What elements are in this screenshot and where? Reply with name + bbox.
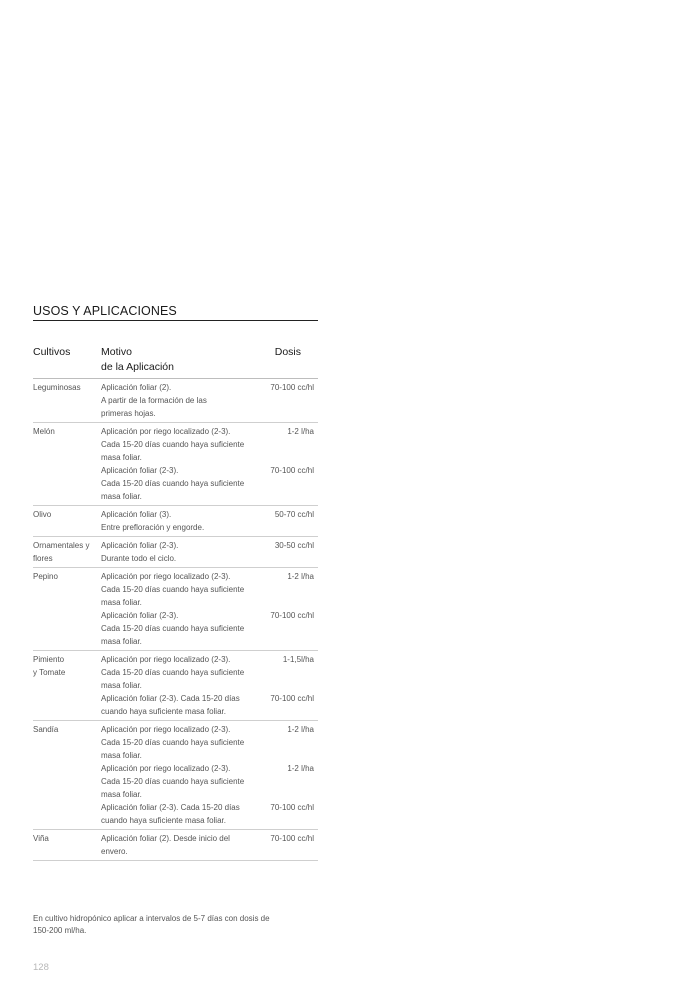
dose-value: 70-100 cc/hl [270,834,314,843]
motivo-line: masa foliar. [101,790,142,799]
motivo-line: masa foliar. [101,453,142,462]
crop-name: Viña [33,834,49,843]
dose-value: 50-70 cc/hl [274,510,314,519]
motivo-line: Aplicación foliar (3). [101,510,172,519]
motivo-entry [101,425,251,464]
motivo-line: Aplicación por riego localizado (2-3). [101,764,231,773]
motivo-entry [101,539,251,565]
table-body [33,379,318,861]
motivo-line: Cada 15-20 días cuando haya suficiente [101,440,245,449]
motivo-line: Cada 15-20 días cuando haya suficiente [101,585,245,594]
motivo-line: Aplicación foliar (2-3). [101,541,179,550]
table-row [33,568,318,651]
dosis-cell [251,506,318,537]
motivo-line: Aplicación por riego localizado (2-3). [101,725,231,734]
motivo-cell [101,537,251,568]
motivo-cell [101,506,251,537]
crop-cell [33,423,101,506]
motivo-cell [101,830,251,861]
uses-table [33,345,318,861]
dose-value: 1-1,5l/ha [282,655,314,664]
motivo-entry [101,381,251,420]
table-row [33,423,318,506]
motivo-line: Entre prefloración y engorde. [101,523,205,532]
crop-name: flores [33,554,53,563]
motivo-line: Aplicación por riego localizado (2-3). [101,572,231,581]
motivo-line: cuando haya suficiente masa foliar. [101,816,226,825]
table-row [33,506,318,537]
motivo-line: Aplicación foliar (2-3). [101,611,179,620]
motivo-entry [101,762,251,801]
motivo-cell [101,379,251,423]
crop-name: Sandía [33,725,59,734]
motivo-cell [101,721,251,830]
dose-value: 70-100 cc/hl [270,466,314,475]
section-title: USOS Y APLICACIONES [33,304,318,321]
motivo-line: masa foliar. [101,598,142,607]
motivo-entry [101,508,251,534]
motivo-line: Cada 15-20 días cuando haya suficiente [101,738,245,747]
motivo-line: masa foliar. [101,637,142,646]
table-row [33,379,318,423]
motivo-line: masa foliar. [101,681,142,690]
motivo-line: cuando haya suficiente masa foliar. [101,707,226,716]
motivo-entry [101,723,251,762]
dosis-cell [251,651,318,721]
dose-value: 70-100 cc/hl [270,694,314,703]
motivo-entry [101,653,251,692]
footnote [33,913,293,937]
motivo-line: Cada 15-20 días cuando haya suficiente [101,668,245,677]
motivo-entry [101,609,251,648]
crop-cell [33,506,101,537]
motivo-line: Aplicación foliar (2-3). Cada 15-20 días [101,694,240,703]
motivo-line: Aplicación foliar (2-3). Cada 15-20 días [101,803,240,812]
table-header-row [33,345,318,379]
header-cultivos: Cultivos [33,346,71,358]
crop-cell [33,830,101,861]
header-motivo-line2: de la Aplicación [101,361,174,373]
motivo-line: envero. [101,847,128,856]
motivo-line: masa foliar. [101,492,142,501]
table-row [33,537,318,568]
dose-value: 1-2 l/ha [287,764,314,773]
motivo-entry [101,801,251,827]
motivo-line: Aplicación por riego localizado (2-3). [101,655,231,664]
dosis-cell [251,537,318,568]
motivo-line: Aplicación foliar (2). Desde inicio del [101,834,230,843]
table-row [33,651,318,721]
header-motivo [101,345,251,379]
dose-value: 1-2 l/ha [287,725,314,734]
dosis-cell [251,379,318,423]
crop-name: Melón [33,427,55,436]
dose-value: 1-2 l/ha [287,427,314,436]
motivo-line: Cada 15-20 días cuando haya suficiente [101,777,245,786]
motivo-cell [101,651,251,721]
crop-name: y Tomate [33,668,66,677]
motivo-cell [101,568,251,651]
motivo-entry [101,464,251,503]
footnote-line: 150-200 ml/ha. [33,926,87,935]
crop-name: Ornamentales y [33,541,90,550]
motivo-entry [101,832,251,858]
crop-name: Pepino [33,572,58,581]
crop-name: Pimiento [33,655,65,664]
motivo-line: Aplicación foliar (2-3). [101,466,179,475]
dosis-cell [251,568,318,651]
table-row [33,721,318,830]
dose-value: 1-2 l/ha [287,572,314,581]
dose-value: 70-100 cc/hl [270,383,314,392]
motivo-line: Cada 15-20 días cuando haya suficiente [101,624,245,633]
motivo-entry [101,570,251,609]
crop-cell [33,568,101,651]
motivo-line: Aplicación foliar (2). [101,383,172,392]
dose-value: 70-100 cc/hl [270,803,314,812]
motivo-entry [101,692,251,718]
dosis-cell [251,830,318,861]
crop-cell [33,721,101,830]
header-dosis: Dosis [274,346,301,358]
motivo-line: Cada 15-20 días cuando haya suficiente [101,479,245,488]
crop-cell [33,651,101,721]
crop-name: Leguminosas [33,383,81,392]
dose-value: 70-100 cc/hl [270,611,314,620]
motivo-cell [101,423,251,506]
dosis-cell [251,423,318,506]
table-row [33,830,318,861]
motivo-line: Aplicación por riego localizado (2-3). [101,427,231,436]
crop-name: Olivo [33,510,52,519]
header-motivo-line1: Motivo [101,346,132,358]
dosis-cell [251,721,318,830]
motivo-line: A partir de la formación de las [101,396,207,405]
crop-cell [33,379,101,423]
motivo-line: primeras hojas. [101,409,156,418]
page-number: 128 [33,962,49,973]
motivo-line: Durante todo el ciclo. [101,554,177,563]
footnote-line: En cultivo hidropónico aplicar a intervalos de 5-7 días con dosis de [33,914,270,923]
crop-cell [33,537,101,568]
dose-value: 30-50 cc/hl [274,541,314,550]
motivo-line: masa foliar. [101,751,142,760]
